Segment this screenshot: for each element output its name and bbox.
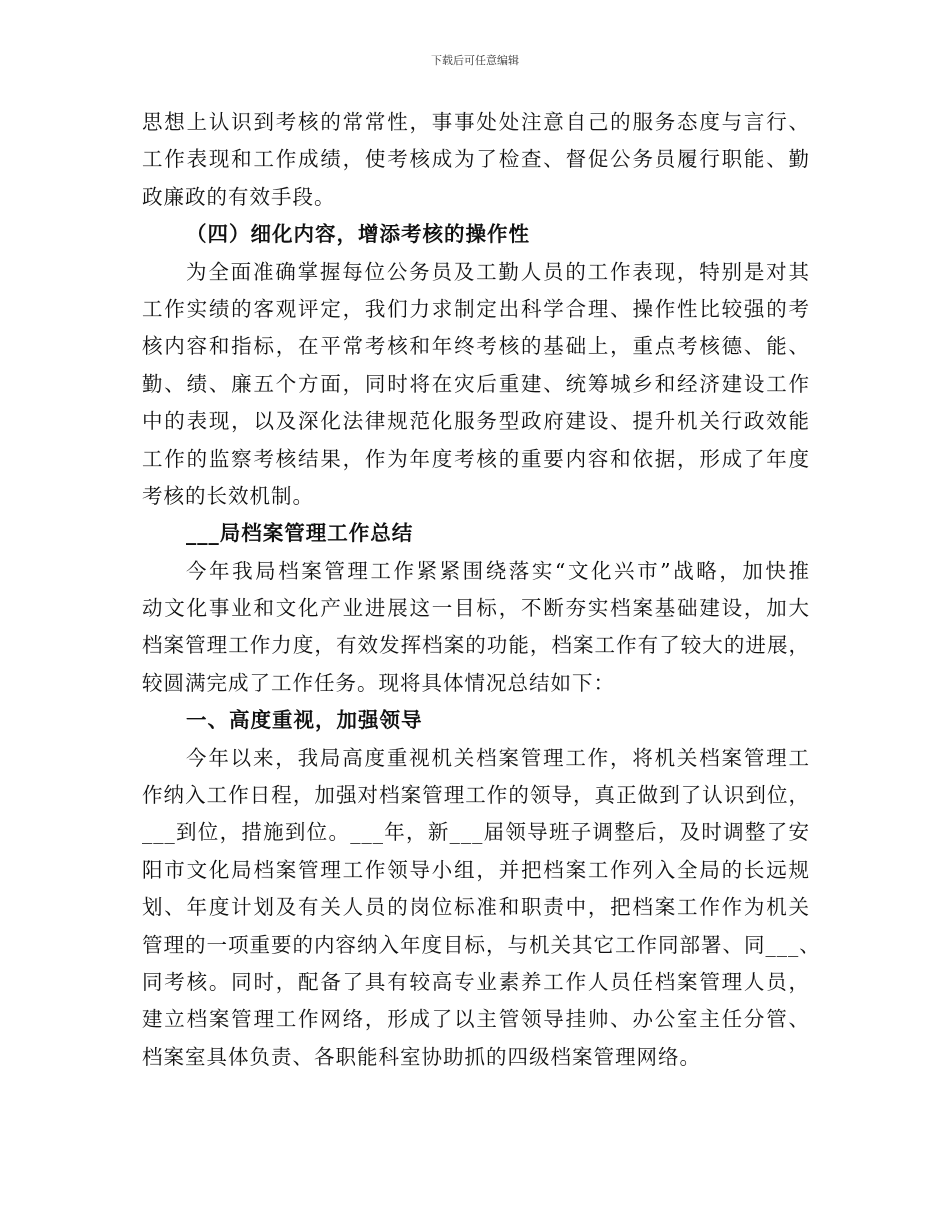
paragraph-line: ___到位，措施到位。___年，新___届领导班子调整后，及时调整了安 <box>142 820 810 845</box>
paragraph-line: 划、年度计划及有关人员的岗位标准和职责中，把档案工作作为机关 <box>142 895 810 920</box>
paragraph-line: 工作的监察考核结果，作为年度考核的重要内容和依据，形成了年度 <box>142 446 810 471</box>
paragraph-line: 今年我局档案管理工作紧紧围绕落实“文化兴市”战略，加快推 <box>186 558 810 583</box>
section-heading: ___局档案管理工作总结 <box>186 521 414 546</box>
paragraph-line: 考核的长效机制。 <box>142 483 314 508</box>
paragraph-line: 阳市文化局档案管理工作领导小组，并把档案工作列入全局的长远规 <box>142 857 810 882</box>
paragraph-line: 为全面准确掌握每位公务员及工勤人员的工作表现，特别是对其 <box>186 259 810 284</box>
paragraph-line: 较圆满完成了工作任务。现将具体情况总结如下： <box>142 670 615 695</box>
paragraph-line: 核内容和指标，在平常考核和年终考核的基础上，重点考核德、能、 <box>142 334 810 359</box>
paragraph-line: 管理的一项重要的内容纳入年度目标，与机关其它工作同部署、同___、 <box>142 932 821 957</box>
paragraph-line: 动文化事业和文化产业进展这一目标，不断夯实档案基础建设，加大 <box>142 596 810 621</box>
paragraph-line: 思想上认识到考核的常常性，事事处处注意自己的服务态度与言行、 <box>142 110 810 134</box>
paragraph-line: 中的表现，以及深化法律规范化服务型政府建设、提升机关行政效能 <box>142 409 810 434</box>
paragraph-line: 档案室具体负责、各职能科室协助抓的四级档案管理网络。 <box>142 1044 701 1069</box>
paragraph-line: 同考核。同时，配备了具有较高专业素养工作人员任档案管理人员， <box>142 969 810 994</box>
paragraph-line: 今年以来，我局高度重视机关档案管理工作，将机关档案管理工 <box>186 745 810 770</box>
section-heading: （四）细化内容，增添考核的操作性 <box>186 222 530 247</box>
paragraph-line: 勤、绩、廉五个方面，同时将在灾后重建、统筹城乡和经济建设工作 <box>142 371 810 396</box>
section-heading: 一、高度重视，加强领导 <box>186 708 423 733</box>
paragraph-line: 工作实绩的客观评定，我们力求制定出科学合理、操作性比较强的考 <box>142 296 810 321</box>
paragraph-line: 作纳入工作日程，加强对档案管理工作的领导，真正做到了认识到位， <box>142 783 810 808</box>
page-header: 下载后可任意编辑 <box>431 54 519 67</box>
paragraph-line: 建立档案管理工作网络，形成了以主管领导挂帅、办公室主任分管、 <box>142 1007 810 1032</box>
document-body <box>142 104 821 1076</box>
paragraph-line: 档案管理工作力度，有效发挥档案的功能，档案工作有了较大的进展， <box>142 633 810 658</box>
paragraph-line: 政廉政的有效手段。 <box>142 184 336 209</box>
paragraph-line: 工作表现和工作成绩，使考核成为了检查、督促公务员履行职能、勤 <box>142 147 810 172</box>
